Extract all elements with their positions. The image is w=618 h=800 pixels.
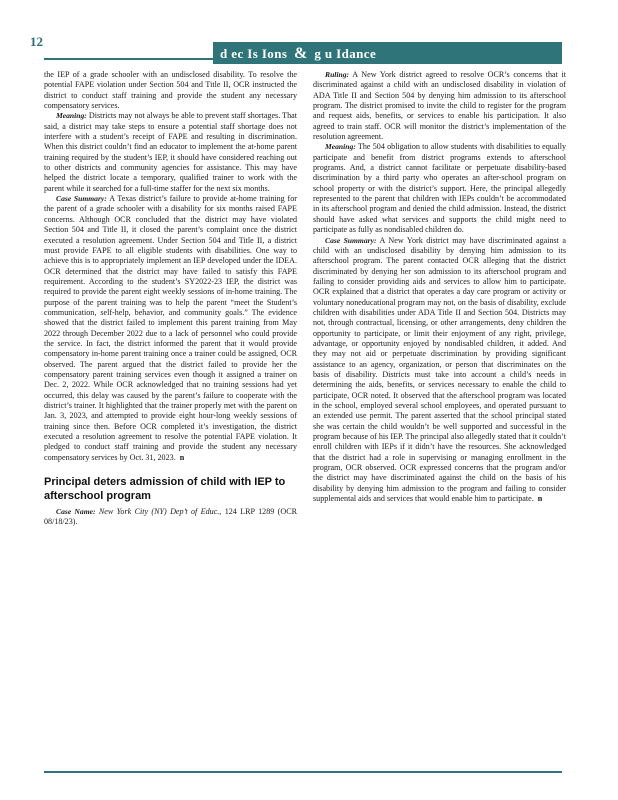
paragraph: the IEP of a grade schooler with an undisclosed disability. To resolve the potential FAPE violation under Section 504 and Title II, OCR instructed the district to conduct staff training and provide the student any necessary compensatory services. [44, 70, 297, 111]
left-column [44, 70, 297, 528]
section-title-part1: d ec Is Ions [220, 46, 288, 61]
meaning-paragraph [44, 111, 297, 194]
ruling-text: A New York district agreed to resolve OCR’s concerns that it discriminated against a child with an undisclosed disability in violation of ADA Title II and Section 504 by denying him admission to its afterschool program. The district promised to invite the child to register for the program and request aids, benefits, or services to enable his participation. It also agreed to train staff. OCR will monitor the district’s implementation of the resolution agreement. [313, 70, 566, 142]
case-name-paragraph [44, 507, 297, 528]
article-headline: Principal deters admission of child with IEP to afterschool program [44, 476, 286, 503]
right-column [313, 70, 566, 504]
section-title-ampersand: & [293, 45, 308, 62]
case-summary-label: Case Summary: [56, 194, 107, 204]
case-citation-rest: , 124 LRP 1289 (OCR 08/18/23). [44, 507, 297, 527]
meaning-paragraph [313, 142, 566, 235]
case-summary-paragraph [313, 236, 566, 505]
case-name-label: Case Name: [56, 507, 96, 517]
footer-rule [44, 771, 562, 773]
case-summary-label: Case Summary: [325, 235, 377, 245]
meaning-text: Districts may not always be able to prevent staff shortages. That said, a district may take steps to ensure a potential staff shortage does not interfere with a student’s receipt of FAPE and resulting in discrimination. When this district couldn’t find an educator to implement the at-home parent training required by the student’s IEP, it should have considered reaching out to other districts and community agencies for assistance. This may have helped the district locate a temporary, qualified trainer to work with the parent while it searched for a full-time staffer for the next six months. [44, 111, 297, 193]
section-title-part2: g u Idance [314, 46, 377, 61]
meaning-label: Meaning: [56, 111, 87, 121]
section-title [220, 45, 376, 63]
case-citation: New York City (NY) Dep’t of Educ. [95, 507, 220, 517]
page-number: 12 [30, 34, 43, 49]
ruling-paragraph [313, 70, 566, 142]
case-summary-text: A New York district may have discriminated against a child with an undisclosed disability by denying him admission to its afterschool program. The parent contacted OCR alleging that the district discriminated by denying her son admission to its afterschool program and failing to consider providing aids and services to allow him to participate. OCR explained that a district that operates a day care program or activity or voluntary noneducational program may not, on the basis of disability, exclude children with disabilities under ADA Title II and Section 504. Districts may not, through contractual, licensing, or other arrangements, deny children the opportunity to participate, or limit their enjoyment of any right, privilege, advantage, or opportunity enjoyed by nondisabled children, it added. And they may not aid or perpetuate discrimination by providing significant assistance to an agency, organization, or person that discriminates on the basis of disability. Districts must take into account a child’s needs in determining the aids, benefits, or services necessary to enable the child to participate, OCR noted. It observed that the afterschool program was located in the school, employed several school employees, and operated pursuant to an extended use permit. The parent asserted that the school principal stated she was certain the child wouldn’t be well supported and successful in the program because of his IEP. The principal also allegedly stated that it couldn’t enroll children with IEPs if it didn’t have the resources. She acknowledged that the district had a role in supervising or managing enrollment in the program, OCR observed. OCR expressed concerns that the program and/or the district may have discriminated against the child on the basis of his disability by denying him admission to the program and failing to consider supplemental aids and services that would enable him to participate. [313, 235, 567, 504]
header-rule [44, 58, 216, 60]
case-summary-paragraph [44, 194, 297, 463]
case-summary-text: A Texas district’s failure to provide at-home training for the parent of a grade schooler with a disability for six months raised FAPE concerns. Although OCR concluded that the district may have violated Section 504 and Title II, it closed the parent’s complaint once the district executed a resolution agreement. Under Section 504 and Title II, a district must provide FAPE to all eligible students with disabilities. One way to achieve this is to appropriately implement an IEP developed under the IDEA. OCR determined that the district may have failed to satisfy this FAPE requirement. According to the student’s SY2022-23 IEP, the district was required to provide the parent eight weekly sessions of in-home training. The purpose of the parent training was to help the parent “meet the Student’s communication, self-help, behavior, and community goals.” The evidence showed that the district failed to implement this parent training from May 2022 through December 2022 due to a lack of personnel who could provide the service. In fact, the district informed the parent that it would provide compensatory in-home parent training once a trainer could be assigned, OCR observed. The parent argued that the district failed to provide her the compensatory parent training services even though it assigned a trainer on Dec. 2, 2022. While OCR acknowledged that no training sessions had yet occurred, this delay was caused by the parent’s failure to cooperate with the district’s trainer. It highlighted that the trainer properly met with the parent on Jan. 3, 2023, and attempted to provide eight hour-long weekly sessions of training since then. Before OCR completed it’s investigation, the district executed a resolution agreement to resolve the potential FAPE violation. It pledged to conduct staff training and provide the student any necessary compensatory services by Oct. 31, 2023. [44, 194, 297, 462]
meaning-label: Meaning: [325, 142, 356, 152]
end-mark: n [179, 452, 185, 462]
meaning-text: The 504 obligation to allow students with disabilities to equally participate and benefit from district programs extends to afterschool programs. And, a district cannot facilitate or perpetuate disability-based discrimination by a third party who operates an after-school program on school property or with the district’s support. Here, the principal allegedly represented to the parent that children with IEPs couldn’t be accommodated in its afterschool program and denied the child admission. Instead, the district should have asked what services and supports the child might need to participate as fully as nondisabled children do. [313, 142, 566, 235]
end-mark: n [537, 494, 543, 504]
ruling-label: Ruling: [325, 70, 350, 79]
